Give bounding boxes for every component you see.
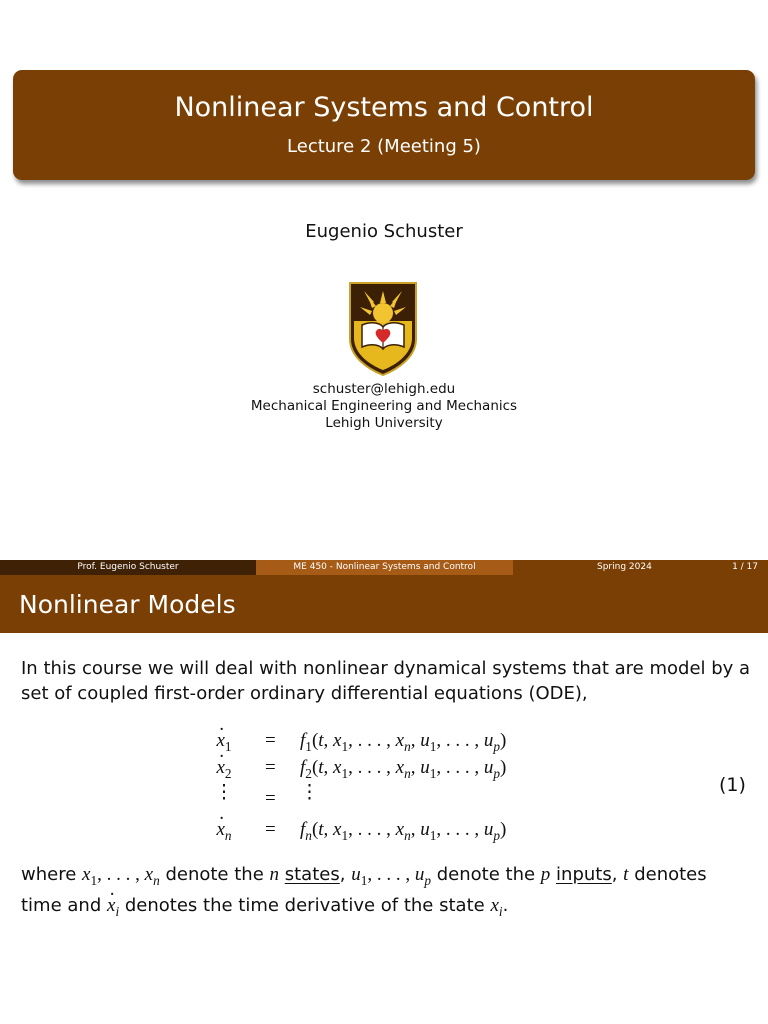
- equation-row-2: · $x_2$ = $f_2(t$, $x_1$, . . . , $x_n$, $u_1$, . . . , $u_p$): [0, 757, 768, 785]
- contact-block: [0, 381, 768, 432]
- where-text-1: where: [21, 864, 77, 885]
- frame-title-bar: [0, 575, 768, 633]
- slide-title: Nonlinear Systems and Control: [174, 92, 594, 123]
- where-text-2: denote the: [165, 864, 264, 885]
- title-box: [13, 70, 755, 180]
- where-text-4: denotes time and: [21, 864, 707, 916]
- where-text-3: denote the: [436, 864, 536, 885]
- where-text-5: denotes the time derivative of the state: [124, 894, 485, 916]
- footer-presenter: Prof. Eugenio Schuster: [0, 560, 256, 575]
- where-paragraph: where $x_1$, . . . , $x_n$ denote the n states, $u_1$, . . . , $u_p$ denote the p inputs, t denotes time and · $x_i$ denotes the time derivative of the state $x_i$.: [21, 862, 751, 924]
- email: schuster@lehigh.edu: [312, 381, 456, 397]
- footer-page-number: 1 / 17: [732, 562, 758, 572]
- footer-right: [513, 560, 768, 575]
- footer-term: Spring 2024: [597, 562, 652, 572]
- term-inputs: inputs: [556, 864, 612, 885]
- slide-subtitle: Lecture 2 (Meeting 5): [287, 136, 481, 157]
- author-name: Eugenio Schuster: [305, 221, 463, 242]
- equation-number: (1): [719, 774, 746, 796]
- term-states: states: [284, 864, 340, 885]
- equation-row-n: · $x_n$ = $f_n(t$, $x_1$, . . . , $x_n$, $u_1$, . . . , $u_p$): [0, 819, 768, 847]
- footer-course: ME 450 - Nonlinear Systems and Control: [256, 560, 513, 575]
- department: Mechanical Engineering and Mechanics: [250, 398, 518, 414]
- equation-row-vdots: ⋮ = ⋮: [214, 782, 319, 809]
- intro-paragraph: In this course we will deal with nonlinear dynamical systems that are model by a set of coupled first-order ordinary differential equations (ODE),: [21, 658, 751, 704]
- footer-bar: [0, 560, 768, 575]
- lehigh-crest-icon: [348, 281, 418, 377]
- university: Lehigh University: [325, 415, 443, 431]
- equation-row-1: · $x_1$ = $f_1(t$, $x_1$, . . . , $x_n$, $u_1$, . . . , $u_p$): [0, 730, 768, 758]
- frame-title: Nonlinear Models: [19, 590, 236, 619]
